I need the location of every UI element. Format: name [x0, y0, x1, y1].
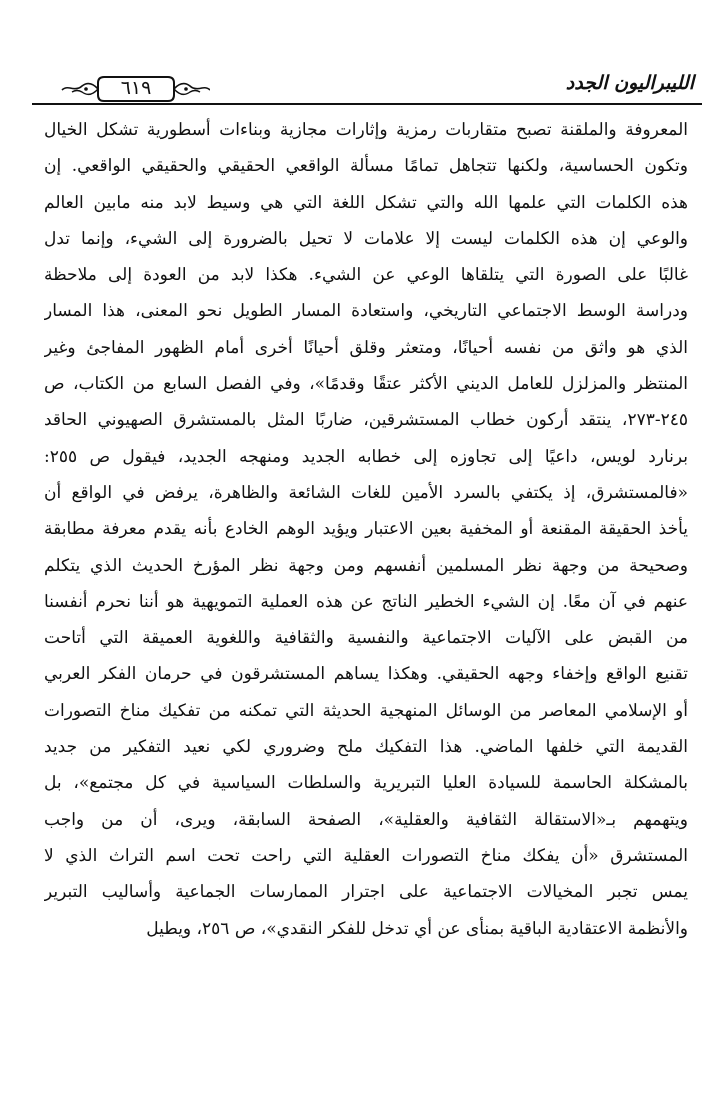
text-line: ٢٤٥-٢٧٣، ينتقد أركون خطاب المستشرقين، ضاربًا المثل بالمستشرق الصهيوني الحاقد	[44, 410, 688, 431]
page-number: ٦١٩	[120, 77, 152, 99]
text-line: وصحيحة من وجهة نظر المسلمين أنفسهم ومن وجهة نظر المؤرخ الحديث الذي يتكلم	[44, 555, 688, 576]
body-text	[44, 112, 688, 947]
running-title: الليبراليون الجدد	[565, 72, 694, 94]
text-line: عنهم في آن معًا. إن الشيء الخطير الناتج عن هذه العملية التمويهية هو أننا نحرم أنفسنا	[44, 591, 688, 612]
text-line: المعروفة والملقنة تصبح متقاربات رمزية وإثارات مجازية وبناءات أسطورية تشكل الخيال	[44, 120, 688, 140]
text-line: ويتهمهم بـ«الاستقالة الثقافية والعقلية»، الصفحة السابقة، ويرى، أن من واجب	[44, 809, 688, 830]
text-line: المستشرق «أن يفكك مناخ التصورات العقلية التي راحت تحت اسم التراث الذي لا	[44, 845, 688, 866]
text-line: من القبض على الآليات الاجتماعية والنفسية والثقافية واللغوية العميقة التي أتاحت	[44, 628, 688, 649]
text-line: تقنيع الواقع وإخفاء وجهه الحقيقي. وهكذا يساهم المستشرقون في حرمان الفكر العربي	[44, 664, 688, 685]
text-line: والوعي إن هذه الكلمات ليست إلا علامات لا تحيل بالضرورة إلى الشيء، وإنما تدل	[44, 228, 688, 249]
text-line: يمس تجبر المخيالات الاجتماعية على اجترار الممارسات الجماعية وأساليب التبرير	[44, 882, 688, 903]
text-line: الذي هو واثق من نفسه أحيانًا، ومتعثر وقلق أحيانًا أخرى أمام الظهور المفاجئ وغير	[44, 337, 688, 358]
text-line: غالبًا على الصورة التي يتلقاها الوعي عن الشيء. هكذا لابد من العودة إلى ملاحظة	[44, 265, 688, 286]
page-header	[32, 62, 702, 108]
text-line: هذه الكلمات التي علمها الله والتي تشكل اللغة التي هي وسيط لابد منه مابين العالم	[44, 192, 688, 213]
text-line: يأخذ الحقيقة المقنعة أو المخفية بعين الاعتبار ويؤيد الوهم الخادع بأنه يقدم معرفة مطابقة	[44, 519, 688, 540]
text-line: القديمة التي خلفها الماضي. هذا التفكيك ملح وضروري لكي نعيد التفكير من جديد	[44, 737, 688, 758]
text-line: والأنظمة الاعتقادية الباقية بمنأى عن أي تدخل للفكر النقدي»، ص ٢٥٦، ويطيل	[146, 918, 688, 939]
page-number-frame	[60, 74, 210, 102]
header-rule	[32, 103, 702, 105]
text-line: وتكون الحساسية، ولكنها تتجاهل تمامًا مسألة الواقعي الحقيقي والحقيقي الواقعي. إن	[44, 156, 688, 177]
text-line: برنارد لويس، داعيًا إلى تجاوزه إلى خطابه الجديد ومنهجه الجديد، فيقول ص ٢٥٥:	[44, 446, 688, 467]
text-line: المنتظر والمزلزل للعامل الديني الأكثر عتقًا وقدمًا»، وفي الفصل السابع من الكتاب، ص	[44, 374, 688, 395]
text-line: «فالمستشرق، إذ يكتفي بالسرد الأمين للغات الشائعة والظاهرة، يرفض في الواقع أن	[44, 482, 688, 503]
text-line: ودراسة الوسط الاجتماعي التاريخي، واستعادة المسار الطويل نحو المعنى، هذا المسار	[44, 301, 688, 322]
text-line: أو الإسلامي المعاصر من الوسائل المنهجية الحديثة التي تمكنه من تفكيك مناخ التصورات	[44, 700, 688, 721]
text-line: بالمشكلة الحاسمة للسيادة العليا التبريرية والسلطات السياسية في كل مجتمع»، بل	[44, 773, 688, 794]
